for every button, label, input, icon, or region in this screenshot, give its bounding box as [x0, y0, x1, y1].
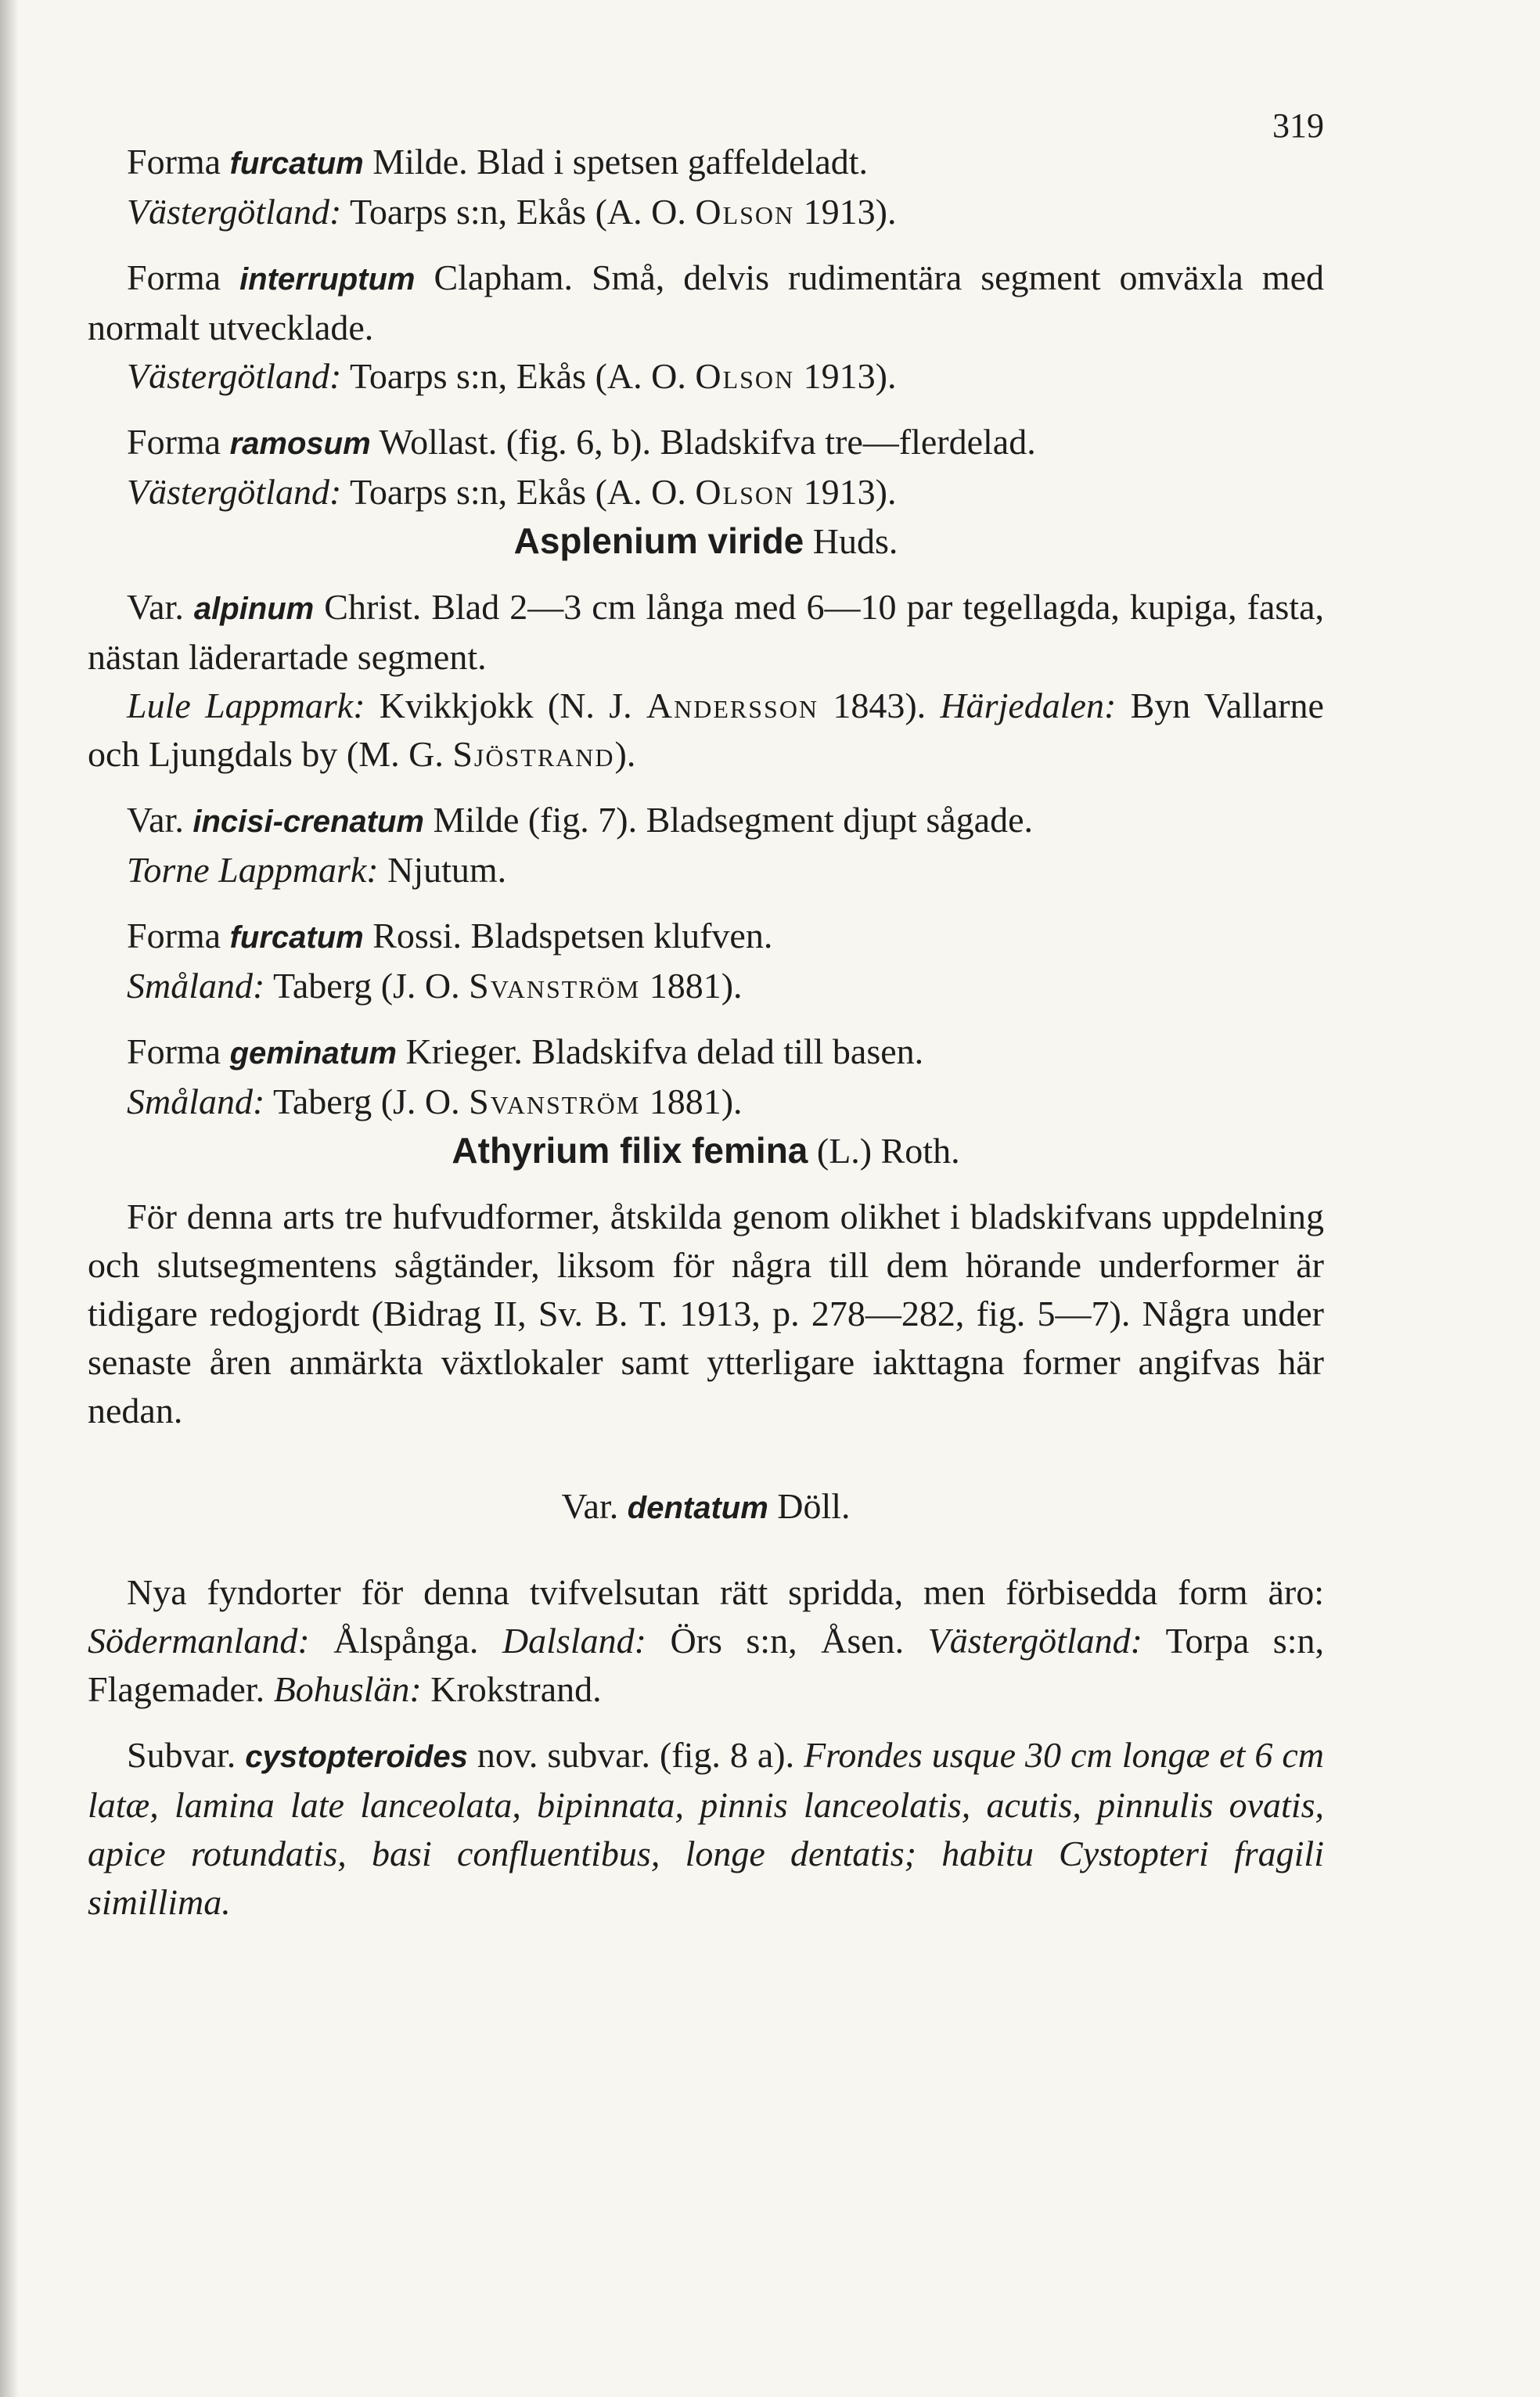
locality-line: Småland: Taberg (J. O. Svanström 1881). — [127, 1082, 743, 1121]
variety-line: Var. incisi-crenatum Milde (fig. 7). Bladsegment djupt sågade. — [127, 800, 1033, 840]
variety-line: Var. alpinum Christ. Blad 2—3 cm långa med 6—10 par tegellagda, kupiga, fasta, nästan läderartade segment. — [88, 587, 1325, 677]
entry-furcatum — [88, 138, 1324, 236]
page-number: 319 — [1272, 106, 1324, 145]
page — [88, 94, 1324, 1927]
entry-interruptum — [88, 254, 1324, 401]
dentatum-paragraph: Nya fyndorter för denna tvifvelsutan rätt spridda, men förbisedda form äro: Södermanland: Ålspånga. Dalsland: Örs s:n, Åsen. Västergötland: Torpa s:n, Flagemader. Bohuslän: Krokstrand. — [88, 1572, 1324, 1709]
locality-line: Torne Lappmark: Njutum. — [127, 850, 507, 890]
entry-incisi-crenatum — [88, 796, 1324, 894]
form-line: Forma furcatum Milde. Blad i spetsen gaffeldeladt. — [127, 142, 869, 182]
form-line: Forma furcatum Rossi. Bladspetsen klufven. — [127, 916, 773, 956]
form-line: Forma geminatum Krieger. Bladskifva delad till basen. — [127, 1031, 924, 1071]
locality-line: Västergötland: Toarps s:n, Ekås (A. O. Olson 1913). — [127, 192, 897, 232]
scan-edge-shadow — [0, 0, 19, 2397]
locality-line: Småland: Taberg (J. O. Svanström 1881). — [127, 966, 743, 1006]
subvar-paragraph: Subvar. cystopteroides nov. subvar. (fig. 8 a). Frondes usque 30 cm longæ et 6 cm latæ, lamina late lanceolata, bipinnata, pinnis lanceolatis, acutis, pinnulis ovatis, apice rotundatis, basi confluentibus, longe dentatis; habitu Cystopteri fragili simillima. — [88, 1735, 1325, 1922]
heading-asplenium-viride: Asplenium viride Huds. — [513, 520, 898, 561]
entry-geminatum — [88, 1028, 1324, 1126]
locality-line: Lule Lappmark: Kvikkjokk (N. J. Andersson 1843). Härjedalen: Byn Vallarne och Ljungdals by (M. G. Sjöstrand). — [88, 686, 1324, 774]
entry-ramosum — [88, 418, 1324, 516]
heading-athyrium-filix-femina: Athyrium filix femina (L.) Roth. — [452, 1130, 960, 1171]
entry-furcatum-rossi — [88, 912, 1324, 1010]
form-line: Forma ramosum Wollast. (fig. 6, b). Bladskifva tre—flerdelad. — [127, 422, 1036, 462]
entry-alpinum — [88, 583, 1324, 779]
form-line: Forma interruptum Clapham. Små, delvis rudimentära segment omväxla med normalt utvecklade. — [88, 257, 1324, 347]
athyrium-paragraph: För denna arts tre hufvudformer, åtskilda genom olikhet i bladskifvans uppdelning och slutsegmentens sågtänder, liksom för några till dem hörande underformer är tidigare redogjordt (Bidrag II, Sv. B. T. 1913, p. 278—282, fig. 5—7). Några under senaste åren anmärkta växtlokaler samt ytterligare iakttagna former angifvas här nedan. — [88, 1197, 1324, 1431]
locality-line: Västergötland: Toarps s:n, Ekås (A. O. Olson 1913). — [127, 472, 897, 512]
locality-line: Västergötland: Toarps s:n, Ekås (A. O. Olson 1913). — [127, 356, 897, 396]
heading-var-dentatum: Var. dentatum Döll. — [561, 1486, 851, 1526]
